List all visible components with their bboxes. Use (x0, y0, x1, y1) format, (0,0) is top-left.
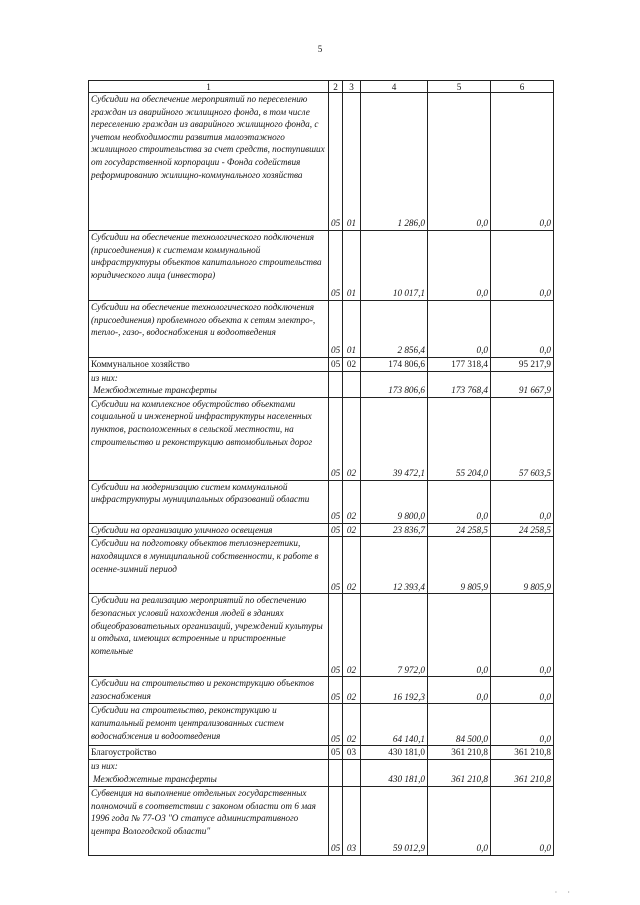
subsection-code: 03 (343, 746, 361, 760)
amount-col5: 173 768,4 (428, 371, 491, 397)
row-name: Субсидии на строительство, реконструкцию и капитальный ремонт централизованных систем водоснабжения и водоотведения (89, 704, 329, 746)
subsection-code: 01 (343, 301, 361, 358)
section-code: 05 (329, 537, 343, 594)
row-name: Субсидии на обеспечение технологического подключения (присоединения) проблемного объекта к сетям электро-, тепло-, газо-, водоснабжения и водоотведения (89, 301, 329, 358)
row-name-cell (89, 759, 329, 786)
subsection-code: 01 (343, 231, 361, 301)
row-name: Субсидии на обеспечение технологического подключения (присоединения) к системам коммунальной инфраструктуры объектов капитального строительства юридического лица (инвестора) (89, 231, 329, 301)
amount-col6: 0,0 (491, 93, 554, 231)
amount-col5: 0,0 (428, 594, 491, 677)
row-name: Межбюджетные трансферты (93, 773, 217, 784)
amount-col5: 361 210,8 (428, 759, 491, 786)
subsection-code (343, 759, 361, 786)
amount-col6: 95 217,9 (491, 358, 554, 372)
table-row (89, 523, 554, 537)
section-code: 05 (329, 93, 343, 231)
subsection-code: 02 (343, 677, 361, 704)
subsection-code: 02 (343, 480, 361, 523)
table-row (89, 677, 554, 704)
amount-col5: 0,0 (428, 93, 491, 231)
subsection-code: 02 (343, 358, 361, 372)
amount-col6: 24 258,5 (491, 523, 554, 537)
budget-table (88, 80, 554, 856)
row-name: Субвенция на выполнение отдельных государственных полномочий в соответствии с законом области от 6 мая 1996 года № 77-ОЗ "О статусе административного центра Вологодской области" (89, 786, 329, 855)
table-row (89, 480, 554, 523)
column-header: 2 (329, 81, 343, 93)
table-row (89, 594, 554, 677)
row-name: Субсидии на реализацию мероприятий по обеспечению безопасных условий нахождения людей в зданиях общеобразовательных организаций, учреждений культуры и отдыха, имеющих встроенные и пристроенные котельные (89, 594, 329, 677)
table-row (89, 537, 554, 594)
section-code: 05 (329, 594, 343, 677)
amount-col4: 174 806,6 (361, 358, 428, 372)
section-code: 05 (329, 523, 343, 537)
row-name: Субсидии на комплексное обустройство объектами социальной и инженерной инфраструктуры населенных пунктов, расположенных в сельской местности, на строительство и реконструкцию автомобильных дорог (89, 397, 329, 480)
table-header-row (89, 81, 554, 93)
column-header: 6 (491, 81, 554, 93)
section-code: 05 (329, 231, 343, 301)
amount-col4: 12 393,4 (361, 537, 428, 594)
amount-col4: 39 472,1 (361, 397, 428, 480)
page-number: 5 (317, 44, 323, 54)
subsection-code: 03 (343, 786, 361, 855)
amount-col5: 0,0 (428, 480, 491, 523)
row-name: Субсидии на организацию уличного освещения (89, 523, 329, 537)
amount-col4: 1 286,0 (361, 93, 428, 231)
section-code: 05 (329, 397, 343, 480)
row-name: Субсидии на строительство и реконструкцию объектов газоснабжения (89, 677, 329, 704)
section-code (329, 759, 343, 786)
amount-col4: 16 192,3 (361, 677, 428, 704)
amount-col6: 91 667,9 (491, 371, 554, 397)
amount-col6: 0,0 (491, 301, 554, 358)
section-code: 05 (329, 704, 343, 746)
subsection-code: 02 (343, 397, 361, 480)
row-name: Межбюджетные трансферты (93, 385, 217, 396)
table-row (89, 358, 554, 372)
column-header: 1 (89, 81, 329, 93)
row-name: Благоустройство (89, 746, 329, 760)
amount-col6: 9 805,9 (491, 537, 554, 594)
table-row (89, 231, 554, 301)
row-name: Субсидии на обеспечение мероприятий по переселению граждан из аварийного жилищного фонда, в том числе переселению граждан из аварийного жилищного фонда, с учетом необходимости развития малоэтажного жилищного строительства за счет средств, поступивших от государственной корпорации - Фонда содействия реформированию жилищно-коммунального хозяйства (89, 93, 329, 231)
row-sublabel: из них: (91, 372, 118, 383)
section-code: 05 (329, 746, 343, 760)
amount-col6: 0,0 (491, 594, 554, 677)
row-name: Субсидии на подготовку объектов теплоэнергетики, находящихся в муниципальной собственности, к работе в осенне-зимний период (89, 537, 329, 594)
table-row (89, 786, 554, 855)
row-name: Субсидии на модернизацию систем коммунальной инфраструктуры муниципальных образований области (89, 480, 329, 523)
amount-col6: 361 210,8 (491, 746, 554, 760)
row-sublabel: из них: (91, 760, 118, 771)
amount-col5: 0,0 (428, 677, 491, 704)
column-header: 4 (361, 81, 428, 93)
amount-col4: 173 806,6 (361, 371, 428, 397)
amount-col6: 0,0 (491, 231, 554, 301)
amount-col4: 59 012,9 (361, 786, 428, 855)
amount-col4: 2 856,4 (361, 301, 428, 358)
section-code: 05 (329, 301, 343, 358)
amount-col6: 0,0 (491, 786, 554, 855)
table-row (89, 93, 554, 231)
subsection-code: 01 (343, 93, 361, 231)
amount-col5: 84 500,0 (428, 704, 491, 746)
amount-col4: 10 017,1 (361, 231, 428, 301)
scan-mark: · · (554, 888, 574, 897)
table-row (89, 746, 554, 760)
table-row (89, 301, 554, 358)
section-code: 05 (329, 480, 343, 523)
subsection-code: 02 (343, 537, 361, 594)
amount-col4: 23 836,7 (361, 523, 428, 537)
section-code (329, 371, 343, 397)
amount-col6: 0,0 (491, 677, 554, 704)
section-code: 05 (329, 677, 343, 704)
row-name-cell (89, 371, 329, 397)
amount-col4: 7 972,0 (361, 594, 428, 677)
amount-col6: 0,0 (491, 704, 554, 746)
subsection-code: 02 (343, 704, 361, 746)
amount-col5: 0,0 (428, 231, 491, 301)
amount-col4: 430 181,0 (361, 759, 428, 786)
amount-col5: 177 318,4 (428, 358, 491, 372)
column-header: 5 (428, 81, 491, 93)
row-name: Коммунальное хозяйство (89, 358, 329, 372)
amount-col5: 0,0 (428, 301, 491, 358)
amount-col5: 9 805,9 (428, 537, 491, 594)
table-row (89, 704, 554, 746)
section-code: 05 (329, 358, 343, 372)
subsection-code: 02 (343, 594, 361, 677)
amount-col5: 24 258,5 (428, 523, 491, 537)
amount-col6: 57 603,5 (491, 397, 554, 480)
column-header: 3 (343, 81, 361, 93)
amount-col5: 0,0 (428, 786, 491, 855)
amount-col4: 430 181,0 (361, 746, 428, 760)
table-row (89, 759, 554, 786)
table-row (89, 397, 554, 480)
amount-col4: 9 800,0 (361, 480, 428, 523)
amount-col5: 361 210,8 (428, 746, 491, 760)
subsection-code (343, 371, 361, 397)
subsection-code: 02 (343, 523, 361, 537)
amount-col6: 0,0 (491, 480, 554, 523)
amount-col5: 55 204,0 (428, 397, 491, 480)
table-row (89, 371, 554, 397)
amount-col6: 361 210,8 (491, 759, 554, 786)
amount-col4: 64 140,1 (361, 704, 428, 746)
section-code: 05 (329, 786, 343, 855)
